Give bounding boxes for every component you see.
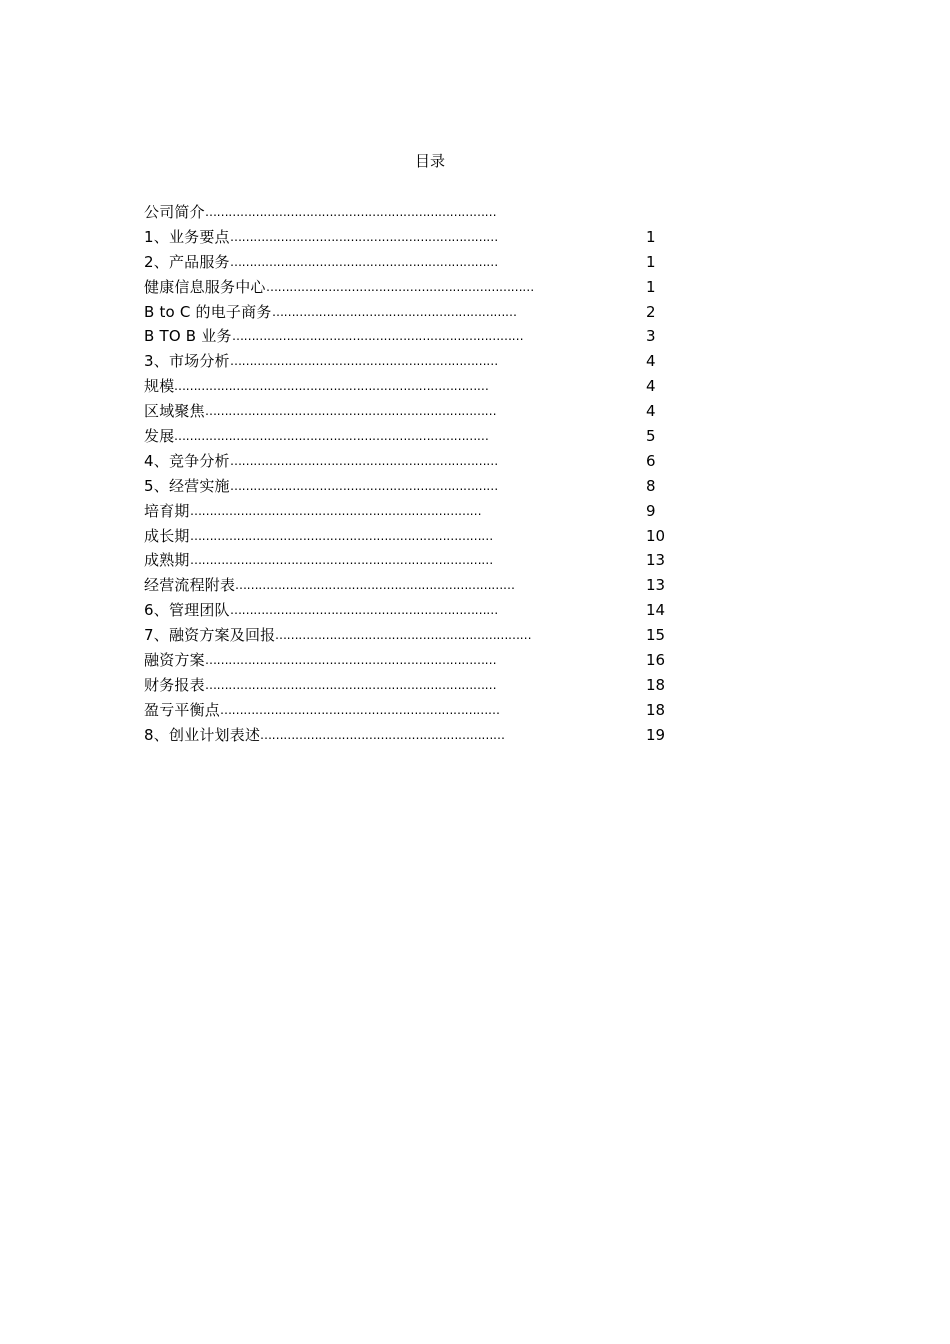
toc-entry-page-number: 18 <box>646 700 666 719</box>
toc-entry-label: 健康信息服务中心 <box>144 277 266 296</box>
toc-entry-page-number: 3 <box>646 327 656 346</box>
toc-entry[interactable] <box>144 673 684 698</box>
toc-entry[interactable] <box>144 374 684 399</box>
toc-entry[interactable] <box>144 399 684 424</box>
toc-entry-page-number: 1 <box>646 252 656 271</box>
toc-entry-label: 财务报表 <box>144 675 205 694</box>
toc-entry-page-number: 4 <box>646 402 656 421</box>
toc-dot-leader: ………………………………………………………………… <box>205 653 497 668</box>
toc-entry-page-number: 19 <box>646 725 666 744</box>
toc-entry[interactable] <box>144 225 684 250</box>
toc-dot-leader: ………………………………………………………………… <box>205 404 497 419</box>
toc-dot-leader: ……………………………………………………… <box>272 304 517 319</box>
toc-entry-label: 6、管理团队 <box>144 601 230 620</box>
toc-entry-label: 7、融资方案及回报 <box>144 626 276 645</box>
toc-entry-page-number: 16 <box>646 651 666 670</box>
toc-dot-leader: ………………………………………………………………… <box>205 677 497 692</box>
toc-entry-page-number: 10 <box>646 526 666 545</box>
toc-entry[interactable] <box>144 648 684 673</box>
toc-entry-label: 培育期 <box>144 501 190 520</box>
toc-dot-leader: …………………………………………………………… <box>266 279 534 294</box>
toc-dot-leader: ………………………………………………………… <box>275 628 532 643</box>
table-of-contents <box>144 200 684 748</box>
toc-entry[interactable] <box>144 300 684 325</box>
toc-dot-leader: …………………………………………………………… <box>230 478 498 493</box>
toc-entry-page-number: 9 <box>646 501 656 520</box>
toc-entry-label: B to C 的电子商务 <box>144 302 272 321</box>
toc-dot-leader: …………………………………………………………… <box>230 254 498 269</box>
toc-entry-page-number: 5 <box>646 427 656 446</box>
toc-entry-label: 8、创业计划表述 <box>144 725 261 744</box>
toc-title: 目录 <box>414 152 445 170</box>
toc-entry-label: B TO B 业务 <box>144 327 232 346</box>
toc-entry-page-number: 2 <box>646 302 656 321</box>
toc-dot-leader: …………………………………………………………… <box>230 229 498 244</box>
toc-dot-leader: ……………………………………………………… <box>260 727 505 742</box>
toc-entry-page-number: 1 <box>646 277 656 296</box>
toc-entry-page-number: 4 <box>646 377 656 396</box>
toc-entry-label: 1、业务要点 <box>144 227 230 246</box>
toc-entry[interactable] <box>144 200 684 225</box>
toc-entry-label: 成长期 <box>144 526 190 545</box>
toc-dot-leader: ………………………………………………………………… <box>205 205 497 219</box>
toc-dot-leader: ………………………………………………………………… <box>232 329 524 344</box>
toc-entry-page-number: 1 <box>646 227 656 246</box>
toc-entry[interactable] <box>144 349 684 374</box>
toc-entry-page-number: 13 <box>646 576 666 595</box>
toc-entry-label: 发展 <box>144 427 175 446</box>
toc-dot-leader: ……………………………………………………………………… <box>174 379 489 394</box>
toc-entry-label: 3、市场分析 <box>144 352 230 371</box>
toc-entry[interactable] <box>144 324 684 349</box>
toc-entry-page-number: 6 <box>646 451 656 470</box>
toc-dot-leader: …………………………………………………………… <box>230 453 498 468</box>
toc-entry[interactable] <box>144 275 684 300</box>
toc-entry[interactable] <box>144 598 684 623</box>
toc-entry[interactable] <box>144 623 684 648</box>
toc-entry-page-number: 14 <box>646 601 666 620</box>
toc-entry-page-number: 15 <box>646 626 666 645</box>
toc-dot-leader: …………………………………………………………………… <box>190 553 493 568</box>
toc-entry-label: 4、竞争分析 <box>144 451 230 470</box>
toc-entry[interactable] <box>144 250 684 275</box>
toc-entry-page-number: 4 <box>646 352 656 371</box>
toc-entry-label: 成熟期 <box>144 551 190 570</box>
toc-entry[interactable] <box>144 698 684 723</box>
toc-entry-label: 经营流程附表 <box>144 576 236 595</box>
toc-entry-page-number: 8 <box>646 476 656 495</box>
toc-entry[interactable] <box>144 499 684 524</box>
toc-entry-label: 规模 <box>144 377 175 396</box>
toc-entry-page-number: 18 <box>646 675 666 694</box>
toc-entry-label: 盈亏平衡点 <box>144 700 221 719</box>
toc-entry[interactable] <box>144 723 684 748</box>
toc-dot-leader: ……………………………………………………………… <box>220 702 500 717</box>
toc-entry[interactable] <box>144 548 684 573</box>
toc-entry-label: 区域聚焦 <box>144 402 205 421</box>
toc-dot-leader: ……………………………………………………………………… <box>174 429 489 444</box>
toc-entry-label: 5、经营实施 <box>144 476 230 495</box>
toc-entry[interactable] <box>144 524 684 549</box>
toc-entry[interactable] <box>144 573 684 598</box>
toc-dot-leader: …………………………………………………………………… <box>190 528 493 543</box>
toc-entry-page-number: 13 <box>646 551 666 570</box>
toc-entry[interactable] <box>144 424 684 449</box>
toc-entry-label: 融资方案 <box>144 651 205 670</box>
toc-entry[interactable] <box>144 449 684 474</box>
toc-dot-leader: ………………………………………………………………… <box>190 503 482 518</box>
toc-dot-leader: …………………………………………………………… <box>230 603 498 618</box>
toc-entry-label: 公司简介 <box>144 203 205 221</box>
toc-dot-leader: ……………………………………………………………… <box>235 578 515 593</box>
toc-entry-label: 2、产品服务 <box>144 252 230 271</box>
toc-dot-leader: …………………………………………………………… <box>230 354 498 369</box>
toc-entry[interactable] <box>144 474 684 499</box>
